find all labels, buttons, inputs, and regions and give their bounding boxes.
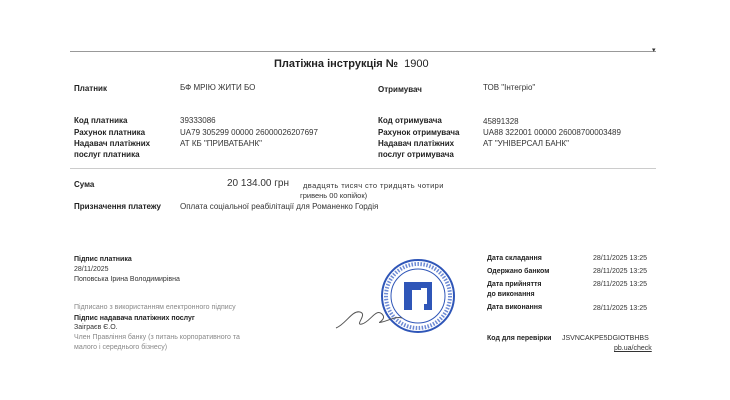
provider-position: Член Правління банку (з питань корпоративного та [74,334,240,341]
payer-signature-date: 28/11/2025 [74,266,109,273]
payer-label: Платник [74,84,107,93]
check-code-label: Код для перевірки [487,335,552,342]
purpose-label: Призначення платежу [74,202,162,211]
payer-bank: АТ КБ "ПРИВАТБАНК" [180,139,262,148]
purpose-value: Оплата соціальної реабілітації для Романенко Гордія [180,202,379,211]
recipient-code-label: Код отримувача [378,116,442,125]
recipient-bank-label-2: послуг отримувача [378,150,454,159]
payer-signature-label: Підпис платника [74,256,132,263]
bank-stamp-and-signature [330,258,455,338]
provider-signature-label: Підпис надавача платіжних послуг [74,315,195,322]
recipient-value: ТОВ "Інтегріо" [483,83,536,92]
recipient-account-label: Рахунок отримувача [378,128,460,137]
payer-code-label: Код платника [74,116,128,125]
recipient-label: Отримувач [378,85,422,94]
date-executed-label: Дата виконання [487,304,543,311]
date-received-label: Одержано банком [487,268,550,275]
date-accepted-value: 28/11/2025 13:25 [593,281,647,288]
sum-amount: 20 134.00 грн [227,178,289,189]
recipient-code: 45891328 [483,117,519,126]
sum-words-2: гривень 00 копійок) [300,191,368,200]
chevron-down-icon[interactable]: ▾ [652,47,656,54]
date-created-label: Дата складання [487,255,542,262]
top-divider [70,51,656,52]
payer-bank-label: Надавач платіжних [74,139,151,148]
bank-stamp-icon [382,260,454,332]
check-link[interactable]: pb.ua/check [614,345,652,352]
date-accepted-label: Дата прийняття [487,281,542,288]
payer-bank-label-2: послуг платника [74,150,140,159]
recipient-bank-label: Надавач платіжних [378,139,455,148]
payer-account: UA79 305299 00000 26000026207697 [180,128,318,137]
recipient-bank: АТ "УНІВЕРСАЛ БАНК" [483,139,569,148]
payer-account-label: Рахунок платника [74,128,146,137]
recipient-account: UA88 322001 00000 26008700003489 [483,128,621,137]
provider-position-2: малого і середнього бізнесу) [74,344,168,351]
provider-signature-name: Заіграєв Є.О. [74,324,118,331]
payer-code: 39333086 [180,116,216,125]
sum-label: Сума [74,180,95,189]
date-created-value: 28/11/2025 13:25 [593,255,647,262]
section-divider [70,168,656,169]
payer-value: БФ МРІЮ ЖИТИ БО [180,83,256,92]
sum-words: двадцять тисяч сто тридцять чотири [303,181,444,190]
e-signature-note: Підписано з використанням електронного підпису [74,304,236,311]
check-code: JSVNCAKPE5DGIOTBHBS [562,335,649,342]
date-accepted-label-2: до виконання [487,291,535,298]
payer-signature-name: Поповська Ірина Володимирівна [74,276,180,283]
date-received-value: 28/11/2025 13:25 [593,268,647,275]
document-title: Платіжна інструкція № 1900 [274,58,429,70]
date-executed-value: 28/11/2025 13:25 [593,305,647,312]
document-number: 1900 [404,58,429,70]
